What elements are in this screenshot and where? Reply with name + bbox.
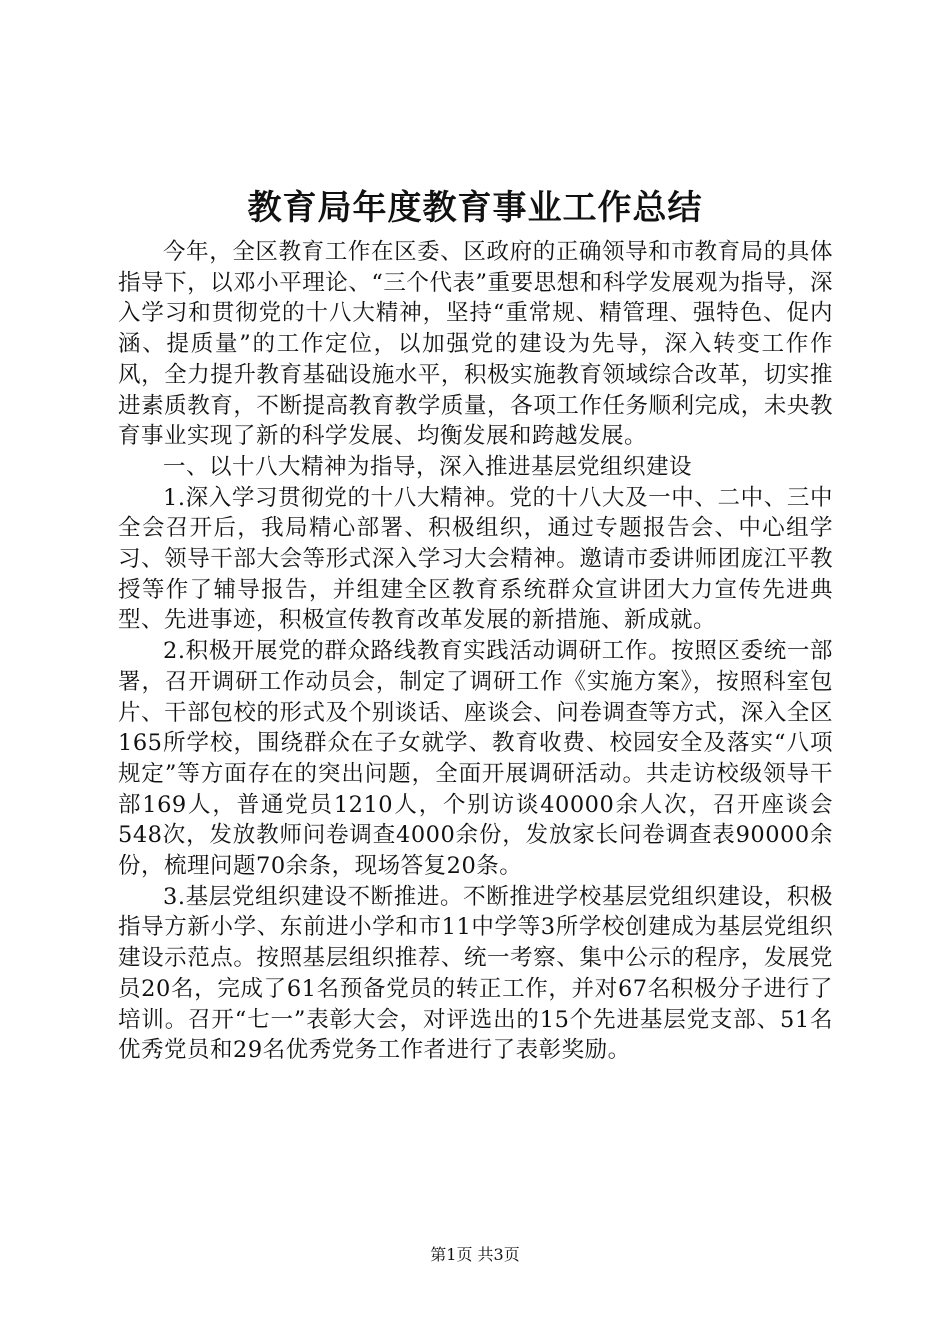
document-body (118, 237, 833, 1066)
paragraph-item-1: 1.深入学习贯彻党的十八大精神。党的十八大及一中、二中、三中全会召开后，我局精心部署、积极组织，通过专题报告会、中心组学习、领导干部大会等形式深入学习大会精神。邀请市委讲师团庞江平教授等作了辅导报告，并组建全区教育系统群众宣讲团大力宣传先进典型、先进事迹，积极宣传教育改革发展的新措施、新成就。 (118, 484, 833, 634)
paragraph-item-2: 2.积极开展党的群众路线教育实践活动调研工作。按照区委统一部署，召开调研工作动员会，制定了调研工作《实施方案》，按照科室包片、干部包校的形式及个别谈话、座谈会、问卷调查等方式，深入全区165所学校，围绕群众在子女就学、教育收费、校园安全及落实“八项规定”等方面存在的突出问题，全面开展调研活动。共走访校级领导干部169人，普通党员1210人，个别访谈40000余人次，召开座谈会548次，发放教师问卷调查4000余份，发放家长问卷调查表90000余份，梳理问题70余条，现场答复20条。 (118, 638, 833, 880)
page-number-footer: 第1页 共3页 (430, 1245, 520, 1264)
document-title: 教育局年度教育事业工作总结 (247, 188, 703, 228)
paragraph-item-3: 3.基层党组织建设不断推进。不断推进学校基层党组织建设，积极指导方新小学、东前进小学和市11中学等3所学校创建成为基层党组织建设示范点。按照基层组织推荐、统一考察、集中公示的程序，发展党员20名，完成了61名预备党员的转正工作，并对67名积极分子进行了培训。召开“七一”表彰大会，对评选出的15个先进基层党支部、51名优秀党员和29名优秀党务工作者进行了表彰奖励。 (118, 883, 833, 1064)
paragraph-intro: 今年，全区教育工作在区委、区政府的正确领导和市教育局的具体指导下，以邓小平理论、“三个代表”重要思想和科学发展观为指导，深入学习和贯彻党的十八大精神，坚持“重常规、精管理、强特色、促内涵、提质量”的工作定位，以加强党的建设为先导，深入转变工作作风，全力提升教育基础设施水平，积极实施教育领域综合改革，切实推进素质教育，不断提高教育教学质量，各项工作任务顺利完成，未央教育事业实现了新的科学发展、均衡发展和跨越发展。 (118, 239, 833, 450)
section-heading-1: 一、以十八大精神为指导，深入推进基层党组织建设 (163, 453, 693, 480)
